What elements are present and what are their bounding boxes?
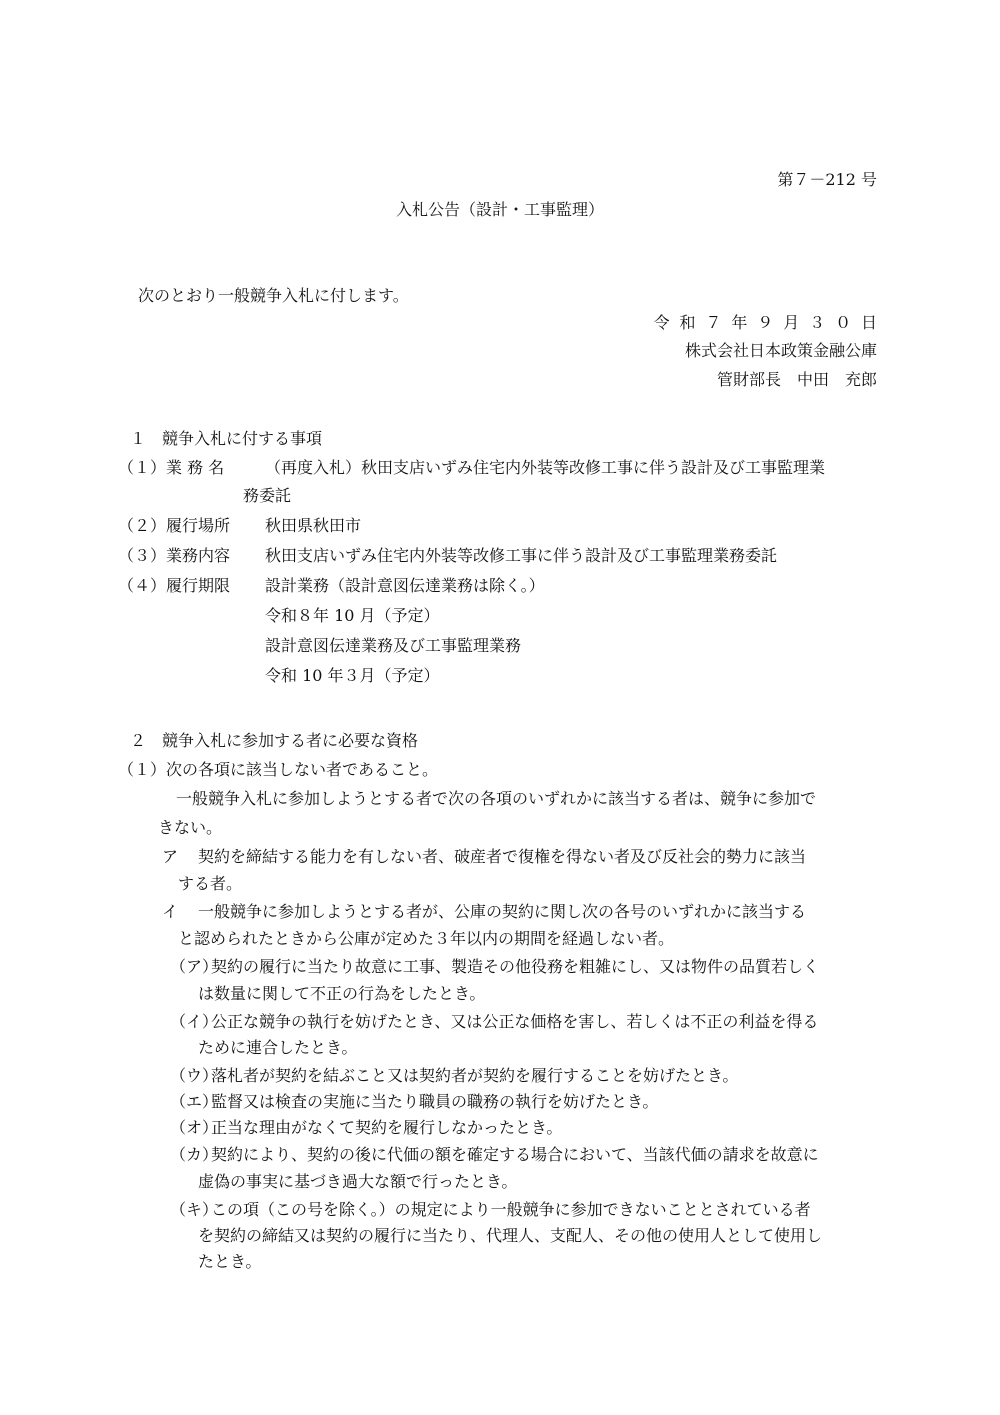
item-text-continuation: 務委託 <box>243 486 292 505</box>
section-2-heading: ２ 競争入札に参加する者に必要な資格 <box>130 731 419 750</box>
sub-item-label: （ア） <box>170 957 219 976</box>
item-text: 令和８年 10 月（予定） <box>265 606 440 625</box>
list-text-continuation: と認められたときから公庫が定めた３年以内の期間を経過しない者。 <box>178 929 675 948</box>
sub-item-continuation: は数量に関して不正の行為をしたとき。 <box>198 984 486 1003</box>
issuer-company: 株式会社日本政策金融公庫 <box>684 341 877 360</box>
list-label: ア <box>162 847 179 866</box>
document-title: 入札公告（設計・工事監理） <box>395 200 604 219</box>
sub-item-continuation: を契約の締結又は契約の履行に当たり、代理人、支配人、その他の使用人として使用し <box>198 1226 823 1245</box>
list-text: 一般競争に参加しようとする者が、公庫の契約に関し次の各号のいずれかに該当する <box>198 902 807 921</box>
paragraph: 一般競争入札に参加しようとする者で次の各項のいずれかに該当する者は、競争に参加で <box>176 789 817 808</box>
issuer-official: 管財部長 中田 充郎 <box>716 370 877 389</box>
item-label: （１）業 務 名 <box>118 458 225 477</box>
intro-text: 次のとおり一般競争入札に付します。 <box>138 286 409 305</box>
sub-item-text: 正当な理由がなくて契約を履行しなかったとき。 <box>211 1118 563 1137</box>
sub-item-continuation: たとき。 <box>198 1252 262 1271</box>
item-text: （再度入札）秋田支店いずみ住宅内外装等改修工事に伴う設計及び工事監理業 <box>265 458 826 477</box>
sub-item-label: （オ） <box>170 1118 219 1137</box>
item-text: 秋田支店いずみ住宅内外装等改修工事に伴う設計及び工事監理業務委託 <box>265 546 778 565</box>
sub-item-text: 契約により、契約の後に代価の額を確定する場合において、当該代価の請求を故意に <box>211 1145 819 1164</box>
item-text: 設計業務（設計意図伝達業務は除く。） <box>265 576 545 595</box>
sub-item-label: （キ） <box>170 1200 219 1219</box>
sub-item-continuation: 虚偽の事実に基づき過大な額で行ったとき。 <box>198 1172 518 1191</box>
sub-item-label: （イ） <box>170 1012 219 1031</box>
list-text-continuation: する者。 <box>178 874 243 893</box>
sub-item-text: 公正な競争の執行を妨げたとき、又は公正な価格を害し、若しくは不正の利益を得る <box>211 1012 819 1031</box>
item-label: （１）次の各項に該当しない者であること。 <box>118 760 439 779</box>
sub-item-text: 契約の履行に当たり故意に工事、製造その他役務を粗雑にし、又は物件の品質若しく <box>211 957 820 976</box>
sub-item-continuation: ために連合したとき。 <box>198 1038 358 1057</box>
list-label: イ <box>162 902 179 921</box>
sub-item-label: （エ） <box>170 1092 219 1111</box>
sub-item-label: （カ） <box>170 1145 219 1164</box>
item-label: （３）業務内容 <box>118 546 231 565</box>
sub-item-text: この項（この号を除く。）の規定により一般競争に参加できないこととされている者 <box>211 1200 811 1219</box>
item-label: （２）履行場所 <box>118 516 231 535</box>
item-text: 秋田県秋田市 <box>265 516 362 535</box>
item-text: 令和 10 年３月（予定） <box>265 666 440 685</box>
sub-item-label: （ウ） <box>170 1066 219 1085</box>
item-label: （４）履行期限 <box>118 576 231 595</box>
issue-date: 令和７年９月３０日 <box>653 313 887 332</box>
sub-item-text: 監督又は検査の実施に当たり職員の職務の執行を妨げたとき。 <box>211 1092 659 1111</box>
item-text: 設計意図伝達業務及び工事監理業務 <box>265 636 522 655</box>
document-number: 第７－212 号 <box>777 170 877 189</box>
sub-item-text: 落札者が契約を結ぶこと又は契約者が契約を履行することを妨げたとき。 <box>211 1066 739 1085</box>
paragraph-continuation: きない。 <box>158 818 223 837</box>
section-1-heading: １ 競争入札に付する事項 <box>130 429 323 448</box>
list-text: 契約を締結する能力を有しない者、破産者で復権を得ない者及び反社会的勢力に該当 <box>198 847 807 866</box>
